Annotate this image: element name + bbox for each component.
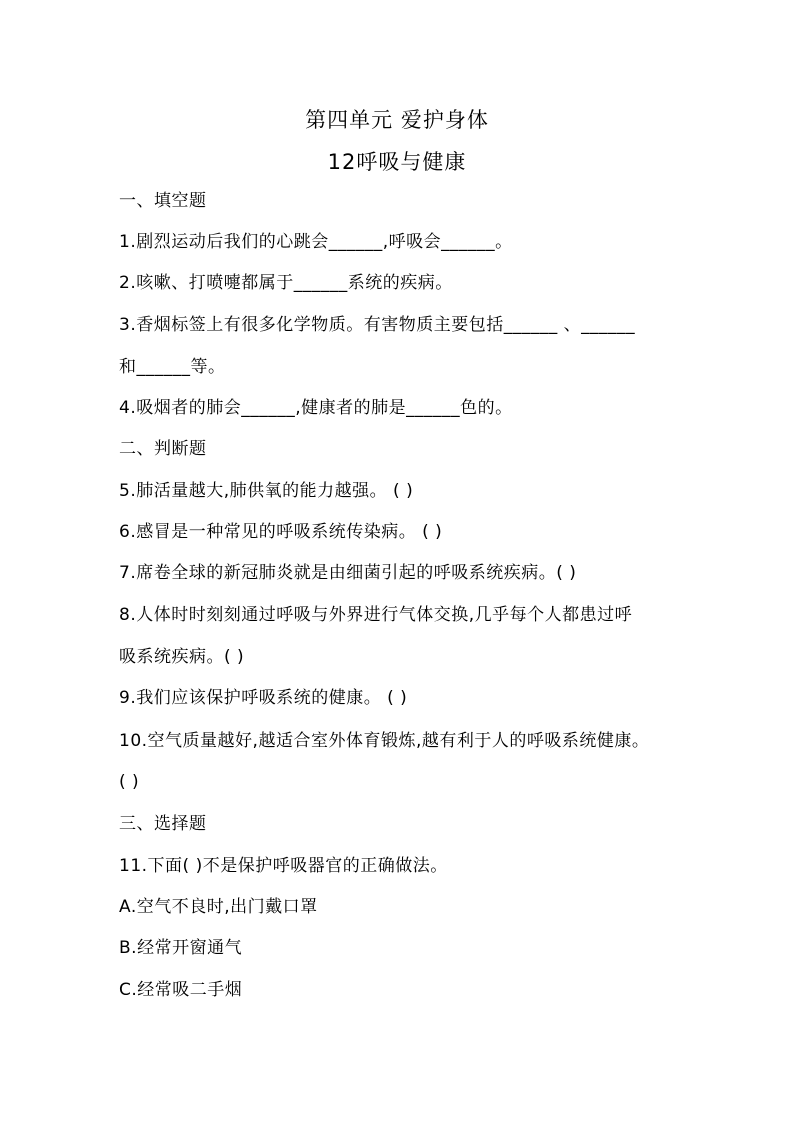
question-3-line-1: 3.香烟标签上有很多化学物质。有害物质主要包括______ 、______ (119, 315, 636, 335)
question-4: 4.吸烟者的肺会______,健康者的肺是______色的。 (119, 398, 513, 418)
option-c: C.经常吸二手烟 (119, 980, 243, 1000)
lesson-title: 12呼吸与健康 (327, 150, 467, 174)
question-7: 7.席卷全球的新冠肺炎就是由细菌引起的呼吸系统疾病。( ) (119, 563, 577, 583)
question-8-line-2: 吸系统疾病。( ) (119, 647, 245, 667)
question-2: 2.咳嗽、打喷嚏都属于______系统的疾病。 (119, 273, 453, 293)
question-10-line-2: ( ) (119, 772, 140, 792)
question-6: 6.感冒是一种常见的呼吸系统传染病。 ( ) (119, 522, 443, 542)
question-11: 11.下面( )不是保护呼吸器官的正确做法。 (119, 856, 448, 876)
question-3-line-2: 和______等。 (119, 357, 226, 377)
question-9: 9.我们应该保护呼吸系统的健康。 ( ) (119, 688, 408, 708)
option-a: A.空气不良时,出门戴口罩 (119, 897, 318, 917)
question-5: 5.肺活量越大,肺供氧的能力越强。 ( ) (119, 481, 414, 501)
section-heading-true-false: 二、判断题 (119, 439, 207, 459)
unit-title: 第四单元 爱护身体 (305, 108, 489, 132)
section-heading-multiple-choice: 三、选择题 (119, 814, 207, 834)
question-8-line-1: 8.人体时时刻刻通过呼吸与外界进行气体交换,几乎每个人都患过呼 (119, 605, 633, 625)
question-10-line-1: 10.空气质量越好,越适合室外体育锻炼,越有利于人的呼吸系统健康。 (119, 731, 650, 751)
option-b: B.经常开窗通气 (119, 938, 243, 958)
section-heading-fill-in: 一、填空题 (119, 191, 207, 211)
question-1: 1.剧烈运动后我们的心跳会______,呼吸会______。 (119, 232, 513, 252)
